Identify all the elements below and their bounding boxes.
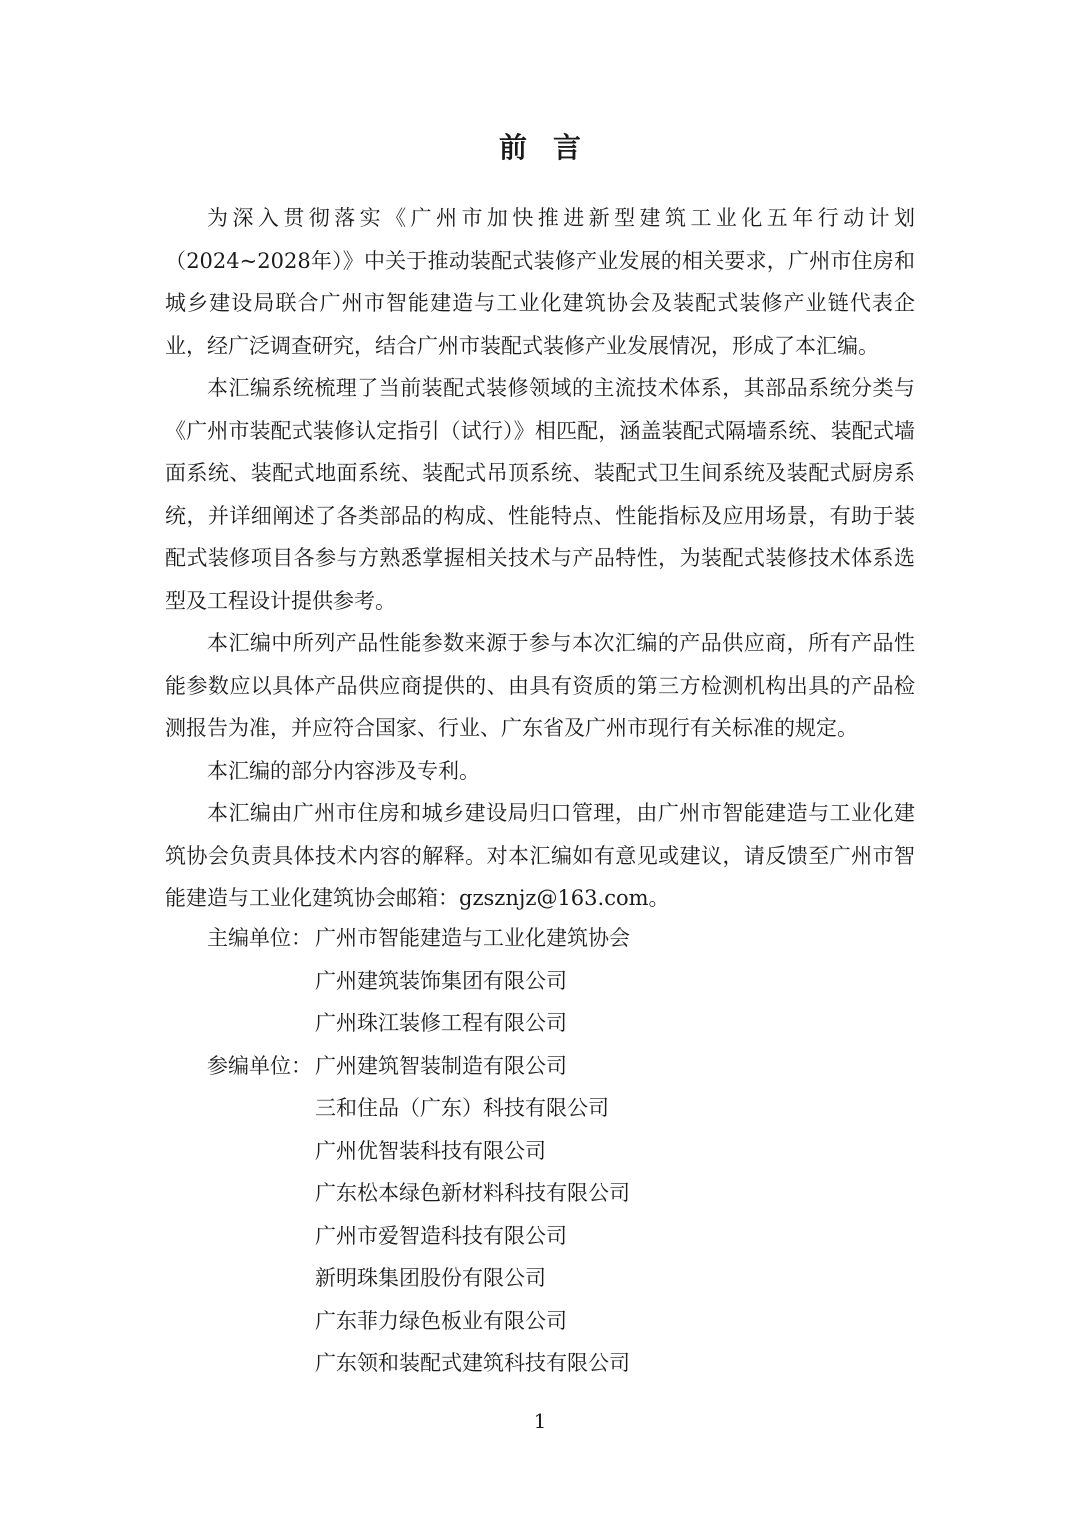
participating-editor-list (315, 1045, 630, 1385)
list-item: 广州优智装科技有限公司 (315, 1138, 546, 1163)
list-item: 广州市智能建造与工业化建筑协会 (315, 926, 630, 950)
participating-editor-label: 参编单位： (207, 1053, 312, 1078)
paragraph: 本汇编的部分内容涉及专利。 (207, 758, 480, 783)
chief-editor-list (315, 917, 630, 1045)
list-item: 广东菲力绿色板业有限公司 (315, 1308, 567, 1333)
title-part-2: 言 (553, 131, 582, 164)
participating-editor-units (207, 1045, 630, 1385)
preface-body (165, 197, 915, 920)
list-item: 广东领和装配式建筑科技有限公司 (315, 1351, 630, 1375)
paragraph: 本汇编系统梳理了当前装配式装修领域的主流技术体系，其部品系统分类与《广州市装配式装修认定指引（试行）》相匹配，涵盖装配式隔墙系统、装配式墙面系统、装配式地面系统、装配式吊顶系统、装配式卫生间系统及装配式厨房系统，并详细阐述了各类部品的构成、性能特点、性能指标及应用场景，有助于装配式装修项目各参与方熟悉掌握相关技术与产品特性，为装配式装修技术体系选型及工程设计提供参考。 (165, 376, 915, 613)
editor-units (207, 917, 630, 1385)
title-part-1: 前 (498, 131, 527, 164)
list-item: 新明珠集团股份有限公司 (315, 1266, 546, 1290)
list-item: 广东松本绿色新材料科技有限公司 (315, 1181, 630, 1205)
paragraph: 本汇编中所列产品性能参数来源于参与本次汇编的产品供应商，所有产品性能参数应以具体产品供应商提供的、由具有资质的第三方检测机构出具的产品检测报告为准，并应符合国家、行业、广东省及广州市现行有关标准的规定。 (165, 631, 915, 740)
chief-editor-units (207, 917, 630, 1045)
list-item: 三和住品（广东）科技有限公司 (315, 1096, 609, 1120)
paragraph: 为深入贯彻落实《广州市加快推进新型建筑工业化五年行动计划（2024~2028年）》中关于推动装配式装修产业发展的相关要求，广州市住房和城乡建设局联合广州市智能建造与工业化建筑协会及装配式装修产业链代表企业，经广泛调查研究，结合广州市装配式装修产业发展情况，形成了本汇编。 (165, 206, 915, 358)
chief-editor-label: 主编单位： (207, 926, 312, 950)
list-item: 广州珠江装修工程有限公司 (315, 1011, 567, 1035)
list-item: 广州建筑智装制造有限公司 (315, 1053, 567, 1078)
list-item: 广州建筑装饰集团有限公司 (315, 968, 567, 993)
list-item: 广州市爱智造科技有限公司 (315, 1223, 567, 1248)
paragraph: 本汇编由广州市住房和城乡建设局归口管理，由广州市智能建造与工业化建筑协会负责具体技术内容的解释。对本汇编如有意见或建议，请反馈至广州市智能建造与工业化建筑协会邮箱：gzsznjz@163.com。 (165, 801, 915, 910)
page-number: 1 (533, 1409, 547, 1433)
page-title (0, 128, 1080, 168)
